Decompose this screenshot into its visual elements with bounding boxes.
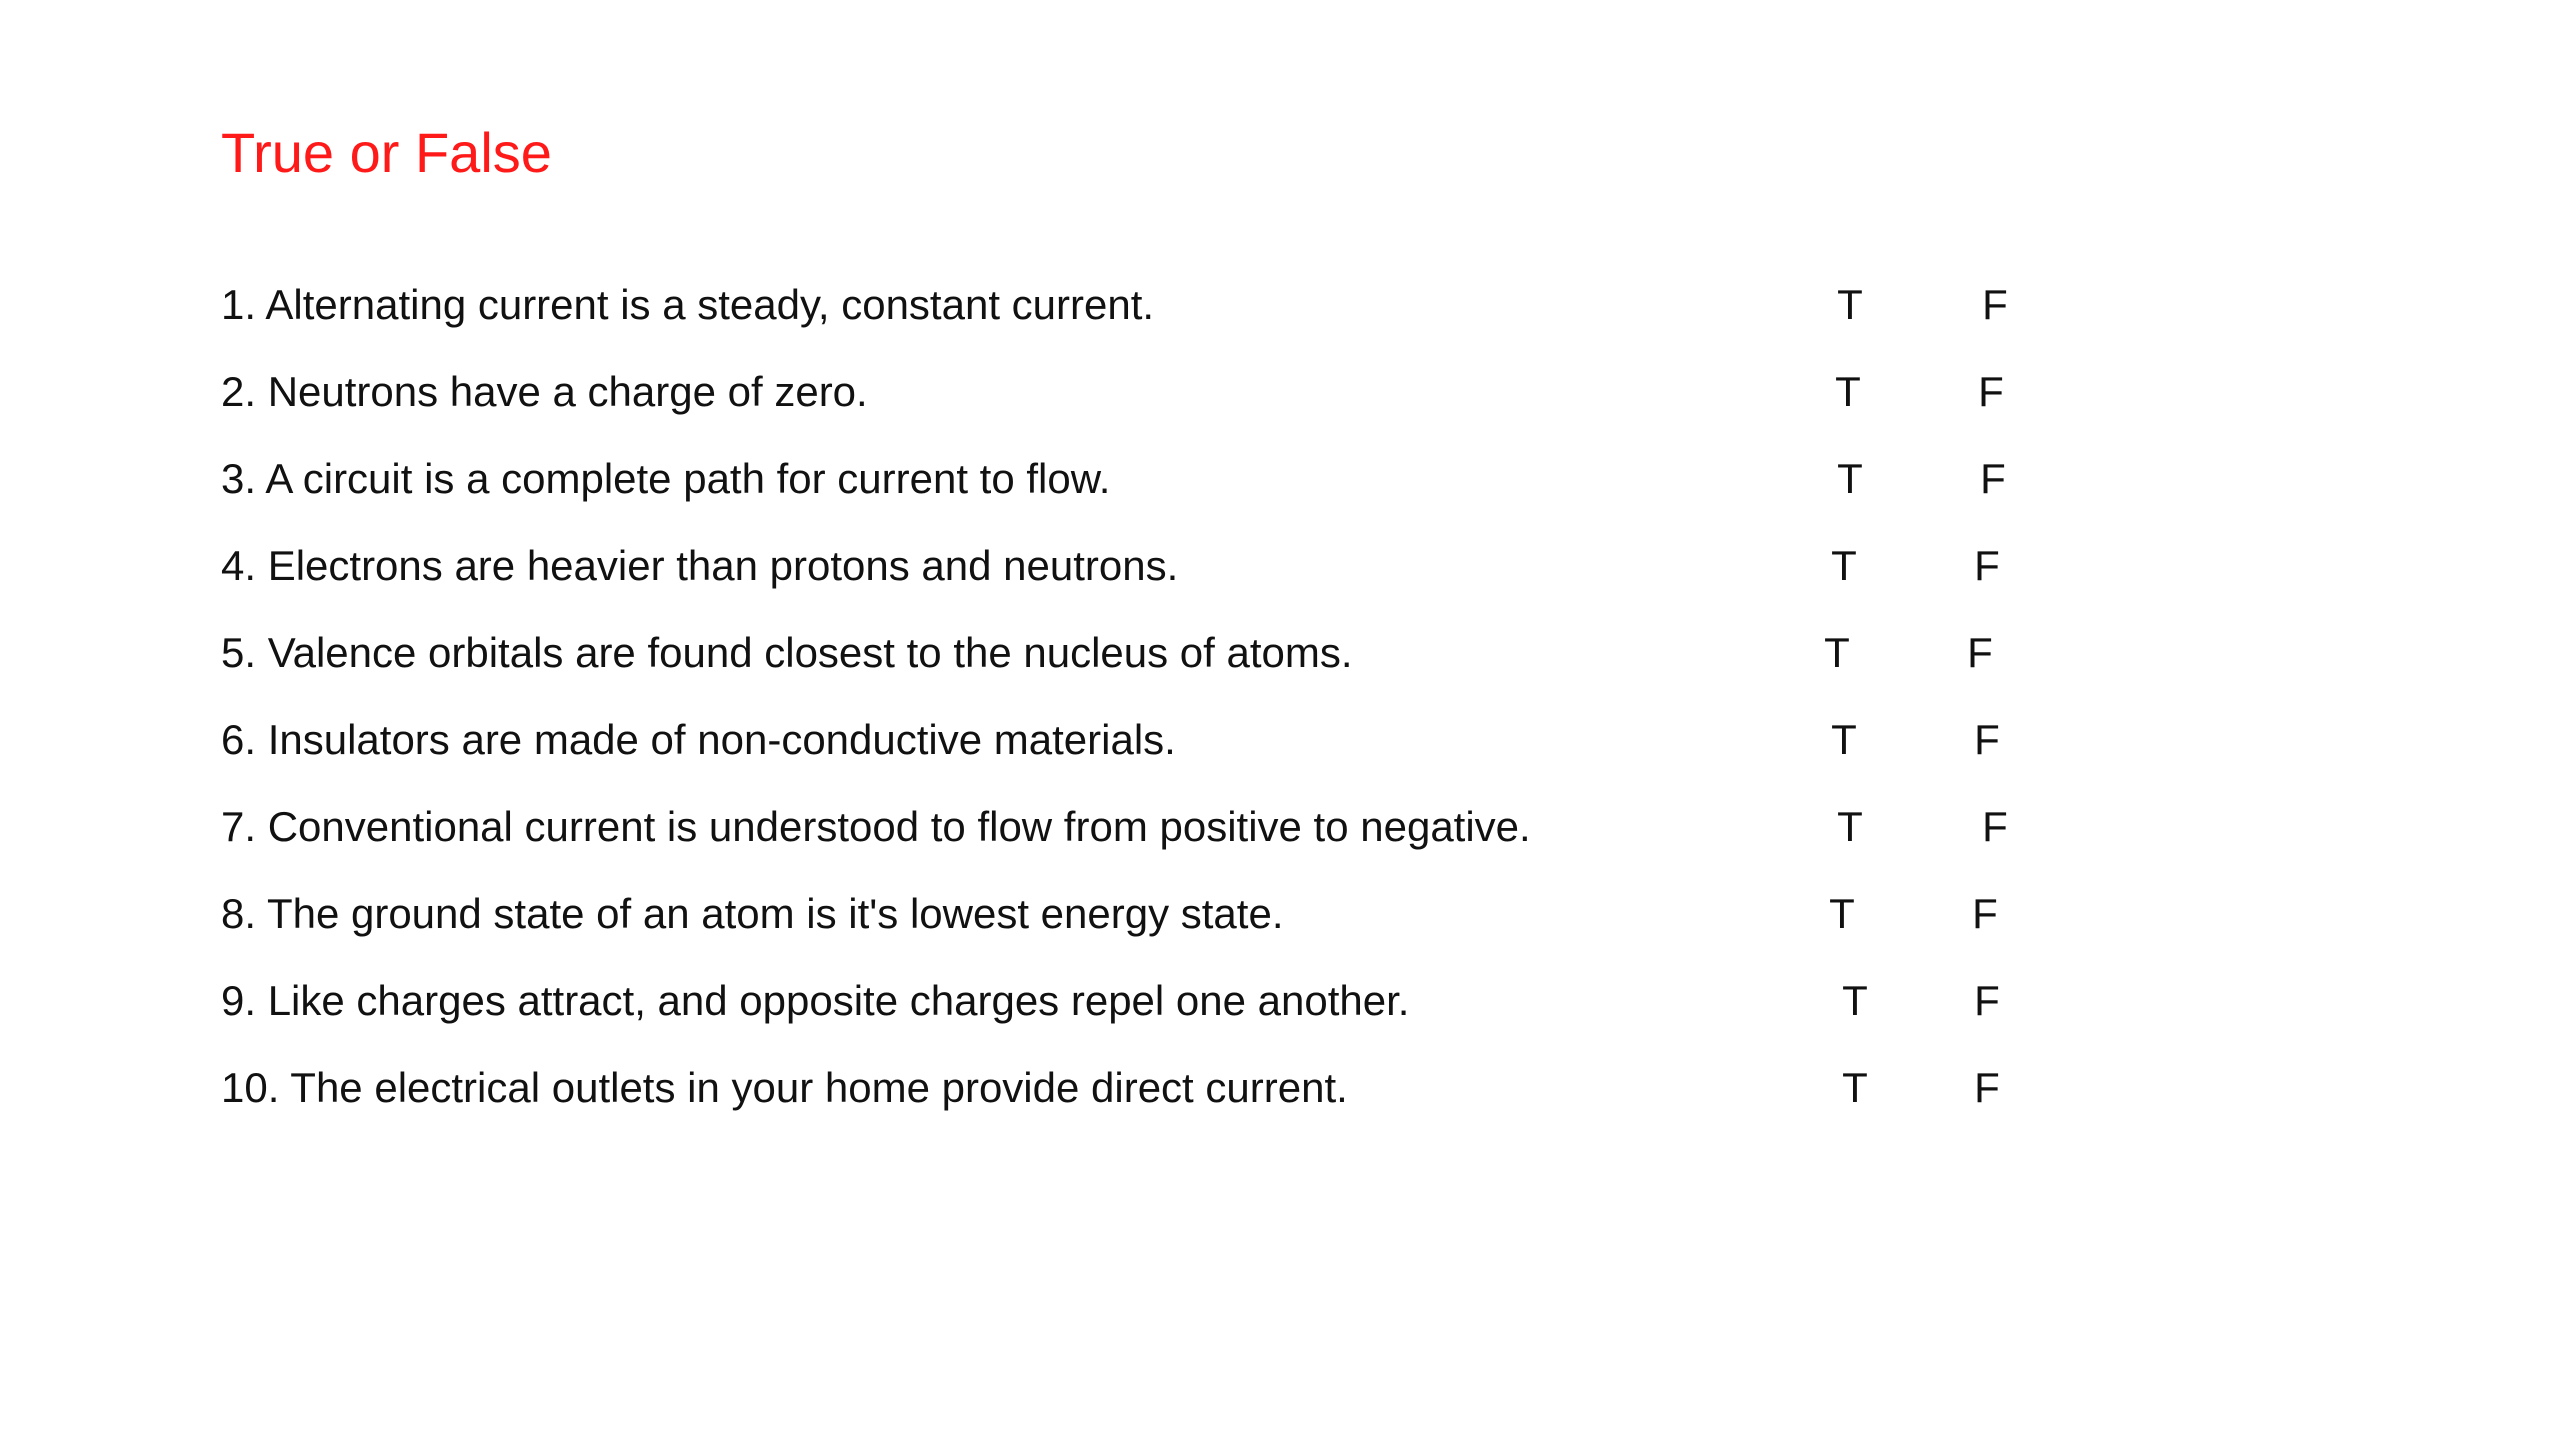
question-text: 5. Valence orbitals are found closest to the nucleus of atoms. <box>221 629 1353 676</box>
question-list <box>221 270 2021 1140</box>
true-option[interactable]: T <box>1842 977 1868 1024</box>
question-text: 3. A circuit is a complete path for current to flow. <box>221 455 1111 502</box>
question-text: 6. Insulators are made of non-conductive materials. <box>221 716 1176 763</box>
question-text: 7. Conventional current is understood to flow from positive to negative. <box>221 803 1531 850</box>
question-text: 8. The ground state of an atom is it's lowest energy state. <box>221 890 1284 937</box>
true-option[interactable]: T <box>1837 455 1863 502</box>
page-title: True or False <box>221 121 552 184</box>
question-row-2 <box>221 357 2021 444</box>
false-option[interactable]: F <box>1982 281 2008 328</box>
question-text: 4. Electrons are heavier than protons and neutrons. <box>221 542 1179 589</box>
true-option[interactable]: T <box>1824 629 1850 676</box>
question-row-8 <box>221 879 2021 966</box>
true-option[interactable]: T <box>1837 281 1863 328</box>
false-option[interactable]: F <box>1974 977 2000 1024</box>
question-text: 10. The electrical outlets in your home provide direct current. <box>221 1064 1348 1111</box>
false-option[interactable]: F <box>1967 629 1993 676</box>
question-row-6 <box>221 705 2021 792</box>
false-option[interactable]: F <box>1974 1064 2000 1111</box>
false-option[interactable]: F <box>1980 455 2006 502</box>
true-option[interactable]: T <box>1835 368 1861 415</box>
question-text: 2. Neutrons have a charge of zero. <box>221 368 868 415</box>
true-option[interactable]: T <box>1831 542 1857 589</box>
false-option[interactable]: F <box>1972 890 1998 937</box>
true-option[interactable]: T <box>1829 890 1855 937</box>
question-text: 9. Like charges attract, and opposite charges repel one another. <box>221 977 1410 1024</box>
question-row-5 <box>221 618 2021 705</box>
question-row-4 <box>221 531 2021 618</box>
false-option[interactable]: F <box>1978 368 2004 415</box>
question-text: 1. Alternating current is a steady, constant current. <box>221 281 1155 328</box>
true-option[interactable]: T <box>1842 1064 1868 1111</box>
false-option[interactable]: F <box>1974 716 2000 763</box>
question-row-1 <box>221 270 2021 357</box>
question-row-9 <box>221 966 2021 1053</box>
question-row-10 <box>221 1053 2021 1140</box>
false-option[interactable]: F <box>1974 542 2000 589</box>
question-row-7 <box>221 792 2021 879</box>
false-option[interactable]: F <box>1982 803 2008 850</box>
question-row-3 <box>221 444 2021 531</box>
true-option[interactable]: T <box>1837 803 1863 850</box>
true-option[interactable]: T <box>1831 716 1857 763</box>
